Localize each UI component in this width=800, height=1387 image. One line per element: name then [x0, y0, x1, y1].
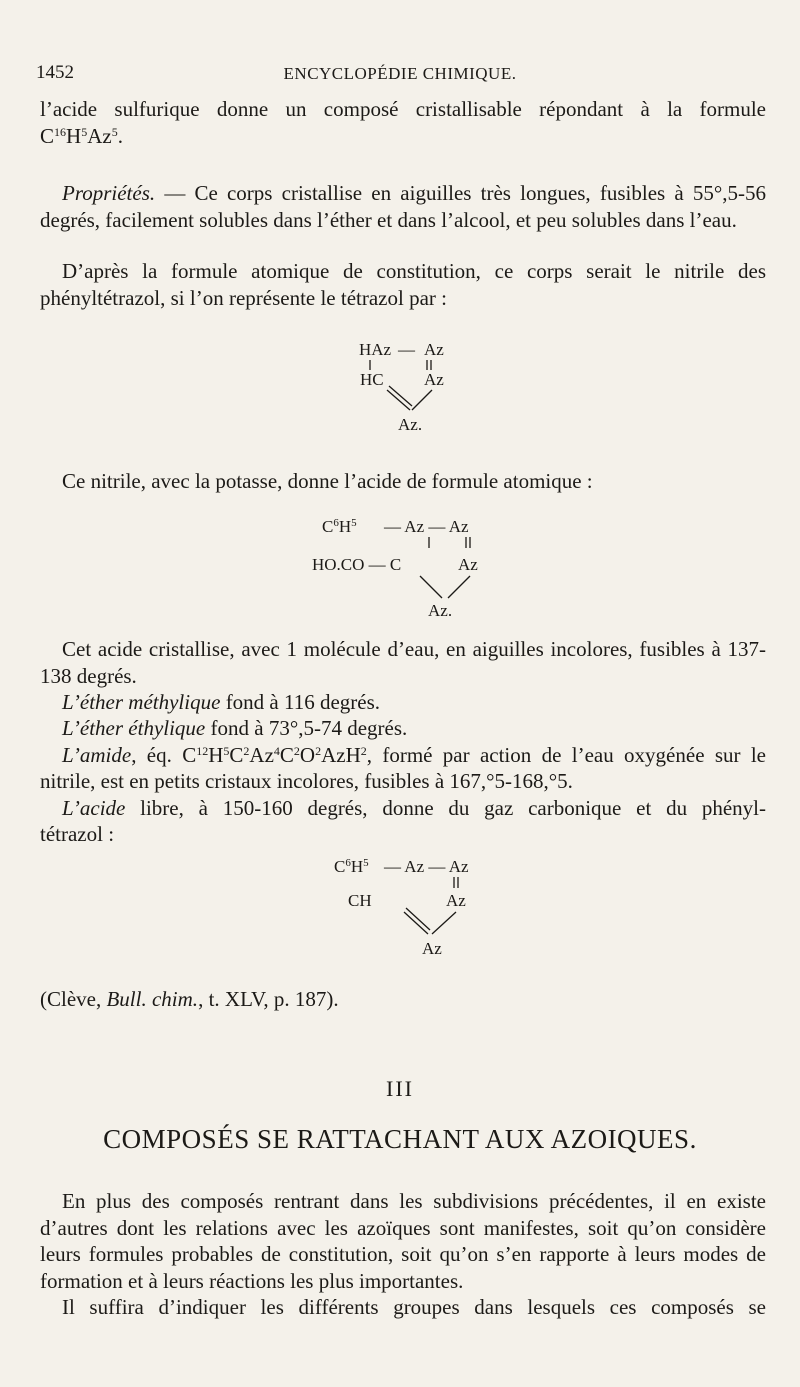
paragraph: En plus des composés rentrant dans les subdivisions précédentes, il en existe d’autres dont les relations avec les azoïques sont manifestes, soit qu’on considère leurs formules probables de constitution, soit qu’on s’en rapporte à leurs modes de formation et à leurs réactions les plus importantes.	[40, 1189, 766, 1293]
methyl-ether-line: L’éther méthylique fond à 116 degrés.	[62, 690, 381, 714]
acid-line: L’acide libre, à 150-160 degrés, donne du gaz carbonique et du phényl-	[62, 796, 766, 820]
paragraph-line: tétrazol :	[40, 822, 115, 846]
paragraph: Ce nitrile, avec la potasse, donne l’acide de formule atomique :	[62, 469, 593, 493]
svg-text:Az: Az	[458, 555, 478, 574]
properties-label: Propriétés.	[62, 181, 156, 205]
svg-text:CH: CH	[348, 891, 372, 910]
phenyltetrazol-structure	[334, 856, 484, 962]
section-number: III	[386, 1076, 414, 1101]
citation: (Clève, Bull. chim., t. XLV, p. 187).	[40, 987, 339, 1011]
properties-paragraph: Propriétés. — Ce corps cristallise en aiguilles très longues, fusibles à 55°,5-56 degrés, facilement solubles dans l’éther et dans l’alcool, et peu solubles dans l’eau.	[40, 181, 766, 232]
svg-text:— Az — Az: — Az — Az	[384, 857, 469, 876]
ethyl-ether-line: L’éther éthylique fond à 73°,5-74 degrés.	[62, 716, 408, 740]
paragraph: D’après la formule atomique de constitution, ce corps serait le nitrile des phényltétrazol, si l’on représente le tétrazol par :	[40, 259, 766, 310]
svg-text:Az.: Az.	[428, 601, 453, 620]
svg-text:Az.: Az.	[398, 415, 423, 434]
svg-text:Az: Az	[446, 891, 466, 910]
svg-text:HO.CO — C: HO.CO — C	[312, 555, 402, 574]
svg-text:Az: Az	[424, 370, 444, 389]
svg-text:HC: HC	[360, 370, 384, 389]
tetrazol-structure	[352, 340, 462, 440]
running-title: ENCYCLOPÉDIE CHIMIQUE.	[283, 64, 517, 83]
paragraph-line: l’acide sulfurique donne un composé cristallisable répondant à la formule	[40, 97, 766, 121]
svg-text:C6H5: $C^6H^5$	[334, 857, 369, 876]
svg-text:—: —	[398, 340, 415, 359]
formula-inline: $C^{16}H^5Az^5$.	[40, 124, 123, 148]
paragraph-line: nitrile, est en petits cristaux incolores, fusibles à 167,°5-168,°5.	[40, 769, 573, 793]
svg-text:— Az — Az: — Az — Az	[384, 517, 469, 536]
acid-structure	[310, 514, 500, 624]
page-header	[36, 62, 764, 86]
paragraph-line: Il suffira d’indiquer les différents groupes dans lesquels ces composés se	[62, 1295, 766, 1319]
svg-text:C6H5: $C^6H^5$	[322, 517, 357, 536]
svg-text:HAz: HAz	[359, 340, 392, 359]
paragraph: Cet acide cristallise, avec 1 molécule d’eau, en aiguilles incolores, fusibles à 137-138 degrés.	[40, 637, 766, 688]
page-number: 1452	[36, 62, 74, 83]
amide-line: L’amide, éq. $C^{12}H^5C^2Az^4C^2O^2AzH^2$, formé par action de l’eau oxygénée sur le	[62, 743, 767, 767]
section-title: COMPOSÉS SE RATTACHANT AUX AZOIQUES.	[103, 1124, 697, 1154]
svg-text:Az: Az	[424, 340, 444, 359]
svg-text:Az: Az	[422, 939, 442, 958]
